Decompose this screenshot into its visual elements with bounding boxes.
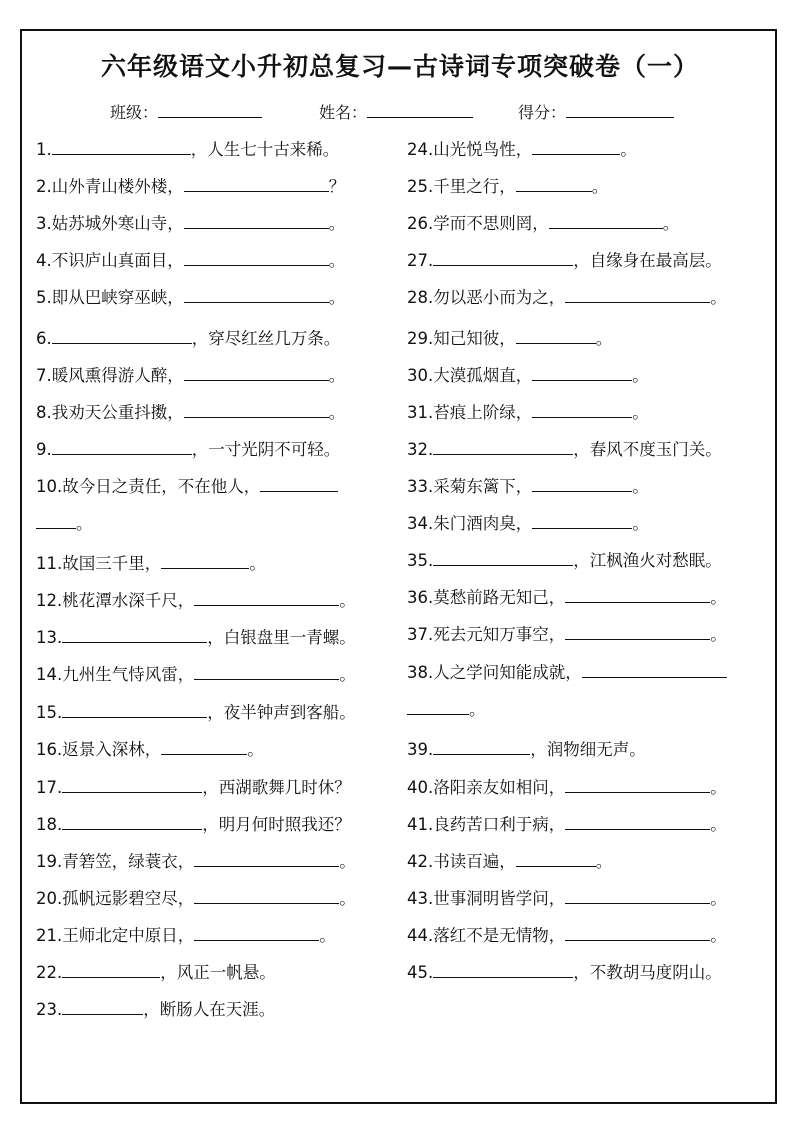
answer-blank[interactable] [184, 175, 329, 192]
question-suffix: 。 [710, 625, 727, 644]
answer-blank[interactable] [161, 552, 249, 569]
question-suffix: 。 [595, 852, 613, 871]
question-number: 37. [407, 625, 434, 644]
name-label: 姓名： [319, 103, 368, 122]
question-number: 6. [36, 329, 52, 348]
answer-blank[interactable] [184, 401, 329, 418]
question-prompt: 返景入深林， [62, 740, 162, 759]
question-item [36, 923, 336, 949]
answer-blank[interactable] [260, 475, 338, 492]
question-prompt: 良药苦口利于病， [433, 815, 566, 834]
answer-blank[interactable] [194, 887, 339, 904]
question-suffix: 。 [319, 926, 336, 945]
question-item [407, 548, 722, 574]
question-item [36, 700, 356, 726]
question-suffix: 。 [710, 889, 727, 908]
question-prompt: 山光悦鸟性， [433, 140, 533, 159]
page-title: 六年级语文小升初总复习—古诗词专项突破卷（一） [100, 52, 699, 81]
question-number: 1. [36, 140, 52, 159]
question-item [407, 511, 649, 537]
answer-blank[interactable] [62, 998, 143, 1015]
question-suffix: 。 [662, 214, 680, 233]
question-number: 40. [407, 778, 434, 797]
question-number: 11. [36, 554, 63, 573]
answer-blank[interactable] [184, 249, 329, 266]
question-number: 29. [407, 329, 434, 348]
question-prompt: 故国三千里， [62, 554, 162, 573]
question-item [36, 662, 356, 688]
question-item [36, 511, 93, 537]
question-item [407, 849, 612, 875]
question-item [407, 737, 646, 763]
question-prompt: 青箬笠，绿蓑衣， [62, 852, 195, 871]
question-item [36, 326, 340, 352]
question-number: 24. [407, 140, 434, 159]
question-number: 33. [407, 477, 434, 496]
question-suffix: 。 [710, 815, 727, 834]
question-number: 43. [407, 889, 434, 908]
question-prompt: 即从巴峡穿巫峡， [51, 288, 184, 307]
class-field [110, 99, 262, 123]
question-item [36, 174, 345, 200]
question-item [407, 363, 649, 389]
question-suffix: ，白银盘里一青螺。 [207, 628, 356, 647]
answer-blank[interactable] [62, 961, 160, 978]
question-suffix: ，江枫渔火对愁眠。 [573, 551, 722, 570]
question-number: 5. [36, 288, 52, 307]
answer-blank[interactable] [516, 850, 596, 867]
question-prompt: 九州生气恃风雷， [62, 665, 195, 684]
question-item [407, 137, 637, 163]
question-item [36, 285, 345, 311]
question-suffix: 。 [632, 403, 649, 422]
question-suffix: 。 [632, 477, 649, 496]
question-item [407, 248, 722, 274]
question-item [36, 960, 276, 986]
answer-blank[interactable] [194, 924, 319, 941]
question-number: 17. [36, 778, 63, 797]
question-prompt: 千里之行， [433, 177, 516, 196]
question-number: 39. [407, 740, 434, 759]
answer-blank[interactable] [184, 286, 329, 303]
answer-blank[interactable] [194, 850, 339, 867]
question-number: 30. [407, 366, 434, 385]
question-number: 4. [36, 251, 52, 270]
question-item [36, 812, 351, 838]
answer-blank[interactable] [565, 586, 710, 603]
question-item [407, 812, 727, 838]
question-item [36, 474, 338, 500]
question-number: 15. [36, 703, 63, 722]
answer-blank[interactable] [194, 663, 339, 680]
question-prompt: 我劝天公重抖擞， [51, 403, 184, 422]
question-item [407, 775, 727, 801]
question-prompt: 死去元知万事空， [433, 625, 566, 644]
question-prompt: 勿以恶小而为之， [433, 288, 566, 307]
question-number: 32. [407, 440, 434, 459]
question-number: 19. [36, 852, 63, 871]
question-number: 26. [407, 214, 434, 233]
answer-blank[interactable] [532, 364, 632, 381]
answer-blank[interactable] [36, 512, 76, 529]
question-prompt: 落红不是无情物， [433, 926, 566, 945]
question-suffix: ，风正一帆悬。 [160, 963, 276, 982]
question-number: 28. [407, 288, 434, 307]
answer-blank[interactable] [52, 438, 192, 455]
question-suffix: 。 [247, 740, 264, 759]
question-item [36, 775, 351, 801]
answer-blank[interactable] [407, 698, 469, 715]
question-prompt: 大漠孤烟直， [433, 366, 533, 385]
question-number: 12. [36, 591, 63, 610]
question-suffix: ，西湖歌舞几时休？ [202, 778, 351, 797]
answer-blank[interactable] [565, 623, 710, 640]
question-item [407, 960, 722, 986]
question-item [36, 437, 340, 463]
question-number: 36. [407, 588, 434, 607]
question-suffix: 。 [469, 700, 486, 719]
question-number: 42. [407, 852, 434, 871]
question-suffix: 。 [339, 852, 356, 871]
question-item [407, 285, 727, 311]
question-item [36, 211, 345, 237]
question-suffix: ，穿尽红丝几万条。 [191, 329, 341, 348]
question-suffix: ，自缘身在最高层。 [573, 251, 722, 270]
question-item [36, 849, 356, 875]
answer-blank[interactable] [184, 364, 329, 381]
question-suffix: 。 [632, 366, 649, 385]
answer-blank[interactable] [62, 813, 202, 830]
score-label: 得分： [518, 103, 567, 122]
answer-blank[interactable] [433, 549, 573, 566]
answer-blank[interactable] [532, 138, 620, 155]
question-prompt: 朱门酒肉臭， [433, 514, 533, 533]
question-number: 41. [407, 815, 434, 834]
question-number: 18. [36, 815, 63, 834]
question-suffix: 。 [339, 665, 356, 684]
question-suffix: ，断肠人在天涯。 [143, 1000, 276, 1019]
question-item [36, 137, 339, 163]
answer-blank[interactable] [565, 813, 710, 830]
question-item [36, 886, 356, 912]
question-suffix: 。 [339, 591, 356, 610]
question-suffix: 。 [328, 403, 346, 422]
question-number: 10. [36, 477, 63, 496]
question-suffix: 。 [328, 214, 346, 233]
question-prompt: 洛阳亲友如相问， [433, 778, 566, 797]
name-field [319, 99, 473, 123]
answer-blank[interactable] [532, 401, 632, 418]
question-suffix: 。 [710, 778, 727, 797]
question-prompt: 暖风熏得游人醉， [51, 366, 184, 385]
question-prompt: 书读百遍， [433, 852, 516, 871]
answer-blank[interactable] [433, 961, 573, 978]
question-item [407, 660, 727, 686]
question-suffix: 。 [632, 514, 649, 533]
question-suffix: 。 [249, 554, 266, 573]
question-item [407, 437, 722, 463]
answer-blank[interactable] [433, 438, 573, 455]
question-item [407, 211, 679, 237]
question-item [407, 585, 727, 611]
answer-blank[interactable] [62, 776, 202, 793]
question-number: 22. [36, 963, 63, 982]
question-prompt: 世事洞明皆学问， [433, 889, 566, 908]
question-prompt: 孤帆远影碧空尽， [62, 889, 195, 908]
question-item [407, 326, 612, 352]
question-prompt: 姑苏城外寒山寺， [51, 214, 184, 233]
question-number: 34. [407, 514, 434, 533]
answer-blank[interactable] [516, 175, 592, 192]
question-number: 45. [407, 963, 434, 982]
question-item [407, 697, 486, 723]
question-number: 9. [36, 440, 52, 459]
question-item [36, 588, 356, 614]
question-item [36, 363, 345, 389]
answer-blank[interactable] [549, 212, 663, 229]
question-prompt: 学而不思则罔， [433, 214, 549, 233]
question-number: 27. [407, 251, 434, 270]
score-blank[interactable] [566, 99, 674, 118]
score-field [518, 99, 674, 123]
question-item [36, 400, 345, 426]
answer-blank[interactable] [184, 212, 329, 229]
question-number: 25. [407, 177, 434, 196]
question-prompt: 采菊东篱下， [433, 477, 533, 496]
answer-blank[interactable] [532, 475, 632, 492]
question-item [407, 474, 649, 500]
answer-blank[interactable] [565, 776, 710, 793]
question-number: 16. [36, 740, 63, 759]
question-item [36, 737, 264, 763]
question-number: 2. [36, 177, 52, 196]
class-blank[interactable] [158, 99, 262, 118]
question-number: 38. [407, 663, 434, 682]
question-item [407, 886, 727, 912]
class-label: 班级： [110, 103, 159, 122]
answer-blank[interactable] [532, 512, 632, 529]
question-number: 8. [36, 403, 52, 422]
question-suffix: 。 [328, 366, 346, 385]
answer-blank[interactable] [62, 701, 207, 718]
question-suffix: ，明月何时照我还？ [202, 815, 351, 834]
question-number: 20. [36, 889, 63, 908]
question-suffix: ，人生七十古来稀。 [190, 140, 340, 159]
question-suffix: 。 [328, 251, 346, 270]
question-item [36, 997, 275, 1023]
question-suffix: ？ [328, 177, 346, 196]
question-number: 31. [407, 403, 434, 422]
question-prompt: 人之学问知能成就， [433, 663, 582, 682]
question-item [36, 248, 345, 274]
question-suffix: 。 [76, 514, 93, 533]
question-number: 7. [36, 366, 52, 385]
question-prompt: 山外青山楼外楼， [51, 177, 184, 196]
question-number: 13. [36, 628, 63, 647]
question-suffix: 。 [591, 177, 609, 196]
question-suffix: 。 [710, 288, 727, 307]
question-number: 44. [407, 926, 434, 945]
question-number: 14. [36, 665, 63, 684]
question-item [407, 400, 649, 426]
question-number: 35. [407, 551, 434, 570]
question-prompt: 莫愁前路无知己， [433, 588, 566, 607]
question-prompt: 知己知彼， [433, 329, 516, 348]
question-item [36, 551, 266, 577]
answer-blank[interactable] [565, 924, 710, 941]
question-item [407, 622, 727, 648]
question-prompt: 苔痕上阶绿， [433, 403, 533, 422]
answer-blank[interactable] [433, 738, 530, 755]
question-prompt: 不识庐山真面目， [51, 251, 184, 270]
answer-blank[interactable] [516, 327, 596, 344]
question-item [407, 174, 608, 200]
question-prompt: 故今日之责任，不在他人， [62, 477, 261, 496]
question-number: 21. [36, 926, 63, 945]
question-suffix: ，一寸光阴不可轻。 [191, 440, 341, 459]
question-prompt: 王师北定中原日， [62, 926, 195, 945]
question-prompt: 桃花潭水深千尺， [62, 591, 195, 610]
answer-blank[interactable] [62, 626, 207, 643]
question-item [36, 625, 356, 651]
question-suffix: ，夜半钟声到客船。 [207, 703, 356, 722]
answer-blank[interactable] [582, 661, 727, 678]
question-number: 3. [36, 214, 52, 233]
question-number: 23. [36, 1000, 63, 1019]
answer-blank[interactable] [433, 249, 573, 266]
question-suffix: 。 [339, 889, 356, 908]
name-blank[interactable] [367, 99, 473, 118]
question-suffix: ，不教胡马度阴山。 [573, 963, 722, 982]
question-item [407, 923, 727, 949]
question-suffix: ，春风不度玉门关。 [573, 440, 722, 459]
answer-blank[interactable] [194, 589, 339, 606]
question-suffix: 。 [620, 140, 637, 159]
answer-blank[interactable] [52, 327, 192, 344]
question-suffix: 。 [595, 329, 613, 348]
answer-blank[interactable] [565, 286, 710, 303]
answer-blank[interactable] [161, 738, 247, 755]
question-suffix: ，润物细无声。 [530, 740, 646, 759]
answer-blank[interactable] [52, 138, 191, 155]
question-suffix: 。 [710, 926, 727, 945]
question-suffix: 。 [710, 588, 727, 607]
question-suffix: 。 [328, 288, 346, 307]
answer-blank[interactable] [565, 887, 710, 904]
